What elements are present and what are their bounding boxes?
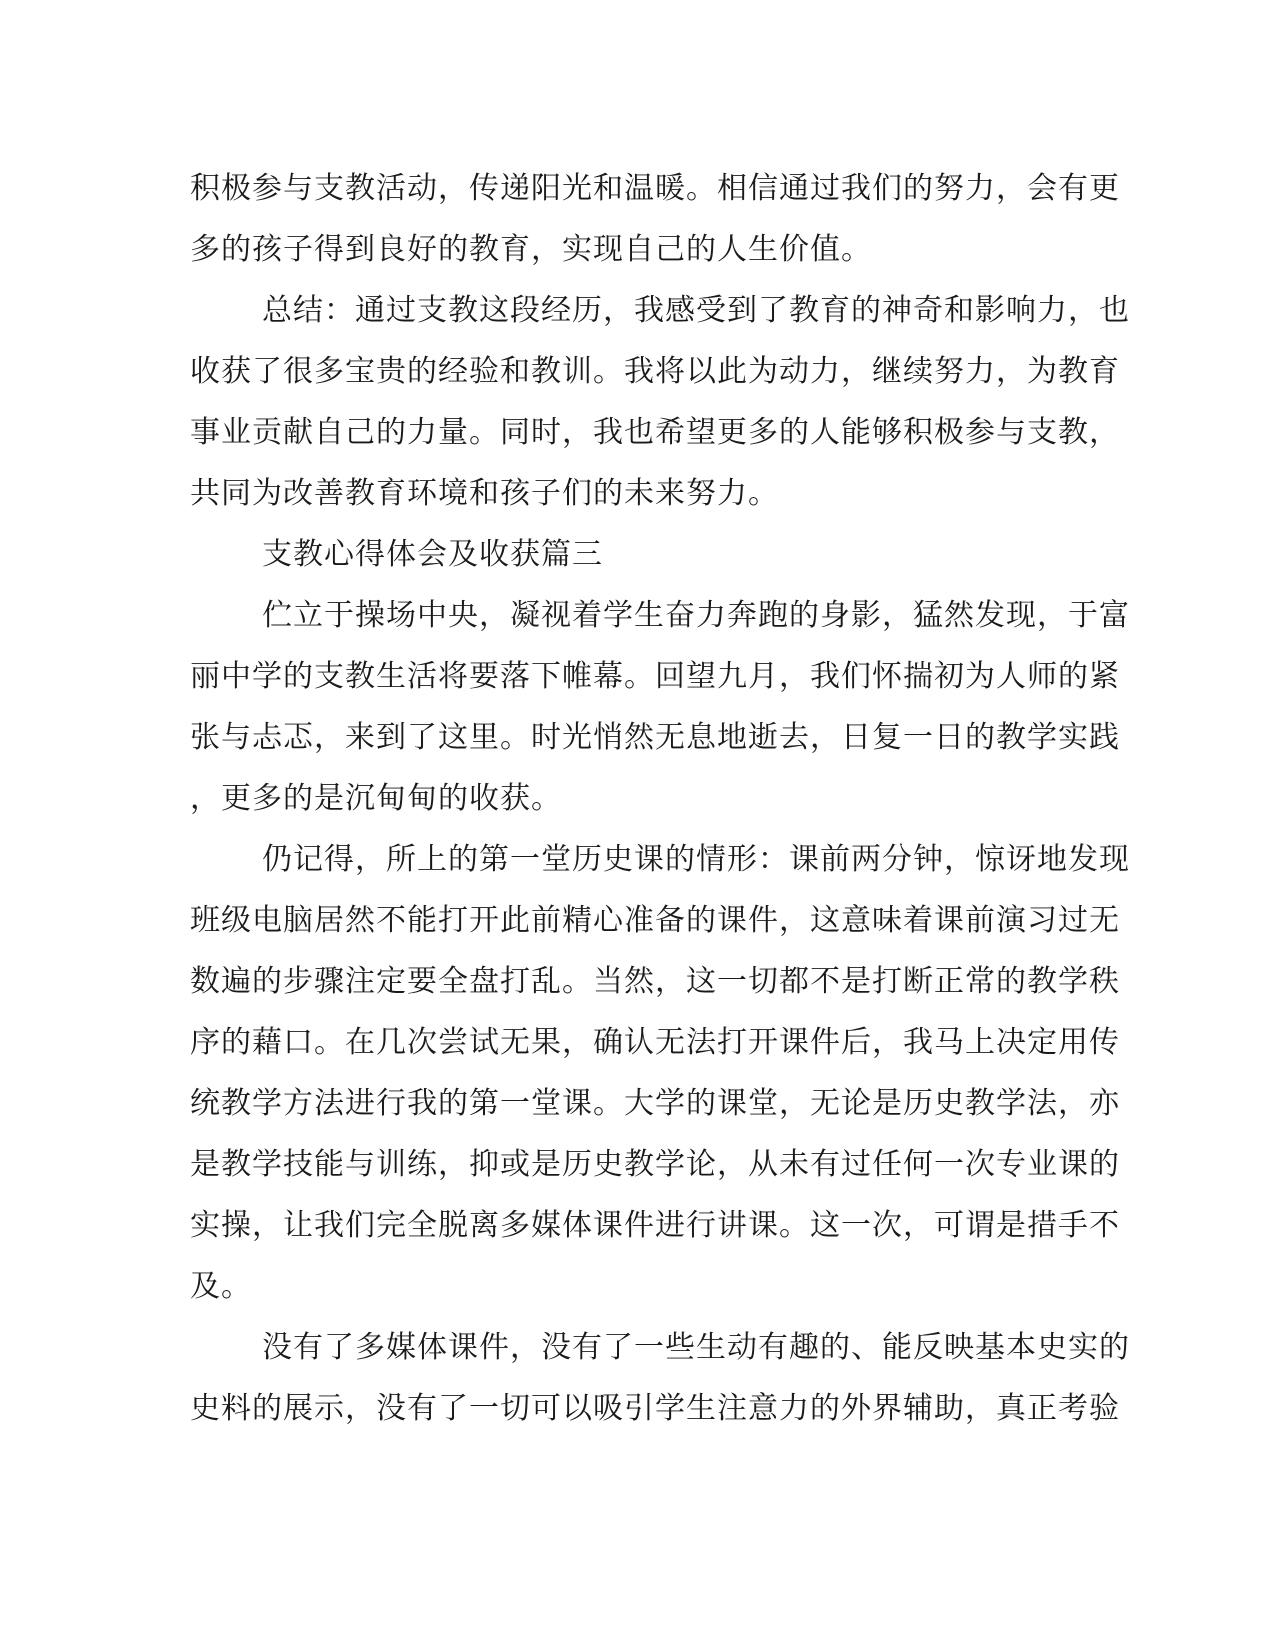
text-line: 统教学方法进行我的第一堂课。大学的课堂，无论是历史教学法，亦 xyxy=(190,1086,1120,1121)
section-heading: 支教心得体会及收获篇三 xyxy=(262,537,603,572)
text-line: 仍记得，所上的第一堂历史课的情形：课前两分钟，惊讶地发现 xyxy=(262,842,1130,877)
text-line: 数遍的步骤注定要全盘打乱。当然，这一切都不是打断正常的教学秩 xyxy=(190,964,1120,999)
text-line: 共同为改善教育环境和孩子们的未来努力。 xyxy=(190,476,779,511)
text-line: 张与忐忑，来到了这里。时光悄然无息地逝去，日复一日的教学实践 xyxy=(190,720,1120,755)
text-line: 收获了很多宝贵的经验和教训。我将以此为动力，继续努力，为教育 xyxy=(190,354,1120,389)
document-body xyxy=(190,158,1130,1439)
text-line: 没有了多媒体课件，没有了一些生动有趣的、能反映基本史实的 xyxy=(262,1330,1130,1365)
text-line: 多的孩子得到良好的教育，实现自己的人生价值。 xyxy=(190,232,872,267)
text-line: 总结：通过支教这段经历，我感受到了教育的神奇和影响力，也 xyxy=(262,293,1130,328)
text-line: 实操，让我们完全脱离多媒体课件进行讲课。这一次，可谓是措手不 xyxy=(190,1208,1120,1243)
text-line: ，更多的是沉甸甸的收获。 xyxy=(190,781,562,816)
text-line: 伫立于操场中央，凝视着学生奋力奔跑的身影，猛然发现，于富 xyxy=(262,598,1130,633)
text-line: 史料的展示，没有了一切可以吸引学生注意力的外界辅助，真正考验 xyxy=(190,1391,1120,1426)
text-line: 丽中学的支教生活将要落下帷幕。回望九月，我们怀揣初为人师的紧 xyxy=(190,659,1120,694)
text-line: 班级电脑居然不能打开此前精心准备的课件，这意味着课前演习过无 xyxy=(190,903,1120,938)
text-line: 序的藉口。在几次尝试无果，确认无法打开课件后，我马上决定用传 xyxy=(190,1025,1120,1060)
text-line: 是教学技能与训练，抑或是历史教学论，从未有过任何一次专业课的 xyxy=(190,1147,1120,1182)
text-line: 事业贡献自己的力量。同时，我也希望更多的人能够积极参与支教， xyxy=(190,415,1120,450)
text-line: 及。 xyxy=(190,1269,252,1304)
text-line: 积极参与支教活动，传递阳光和温暖。相信通过我们的努力，会有更 xyxy=(190,171,1120,206)
